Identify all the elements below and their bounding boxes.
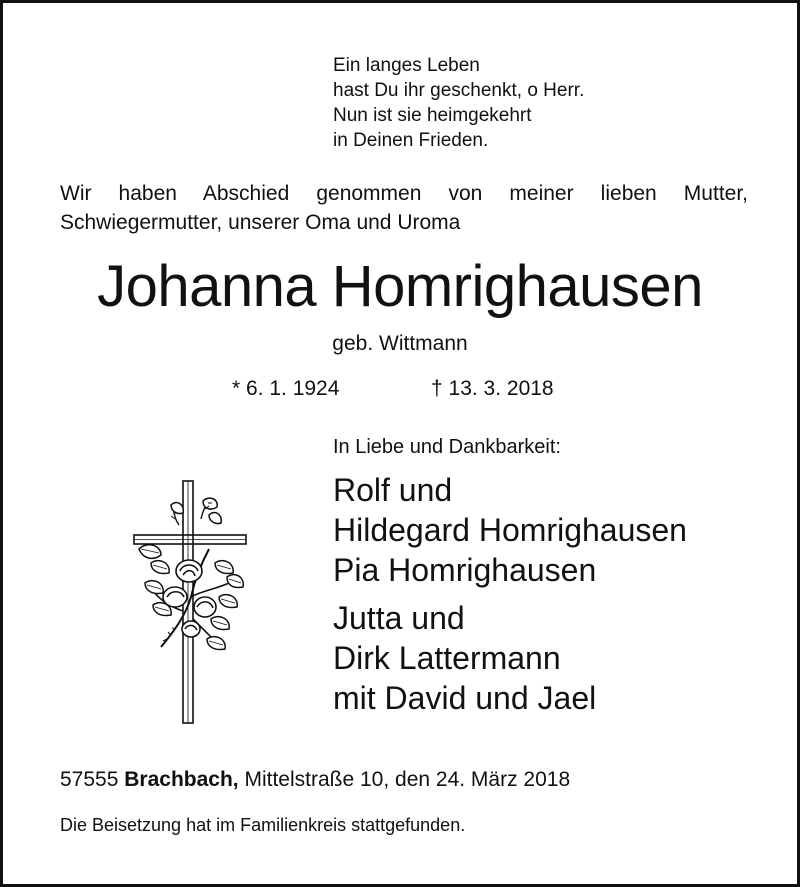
mourner-line: Rolf und (333, 472, 453, 508)
mourner-line: mit David und Jael (333, 680, 597, 716)
death-date: † 13. 3. 2018 (431, 377, 554, 400)
birth-date: * 6. 1. 1924 (232, 377, 340, 400)
intro-line-2: Schwiegermutter, unserer Oma und Uroma (60, 211, 461, 234)
mourner-line: Pia Homrighausen (333, 552, 597, 588)
burial-note: Die Beisetzung hat im Familienkreis stattgefunden. (60, 815, 466, 835)
mourner-line: Dirk Lattermann (333, 640, 561, 676)
verse-line: hast Du ihr geschenkt, o Herr. (333, 80, 585, 101)
maiden-name: geb. Wittmann (332, 332, 468, 355)
cross-with-roses-icon (131, 479, 249, 725)
mourner-line: Hildegard Homrighausen (333, 512, 687, 548)
verse-line: in Deinen Frieden. (333, 130, 489, 151)
intro-line-1: Wir haben Abschied genommen von meiner lieben Mutter, (60, 182, 748, 205)
intro-text (60, 179, 748, 237)
postcode: 57555 (60, 768, 119, 791)
deceased-name: Johanna Homrighausen (97, 254, 703, 319)
verse-line: Ein langes Leben (333, 55, 480, 76)
mourners-list (333, 470, 687, 718)
address-date: Mittelstraße 10, den 24. März 2018 (244, 768, 571, 791)
verse-line: Nun ist sie heimgekehrt (333, 105, 532, 126)
town: Brachbach, (124, 768, 239, 791)
memorial-verse (333, 53, 584, 153)
thanks-line: In Liebe und Dankbarkeit: (333, 436, 561, 458)
place-and-date (60, 766, 570, 794)
mourner-line: Jutta und (333, 600, 465, 636)
